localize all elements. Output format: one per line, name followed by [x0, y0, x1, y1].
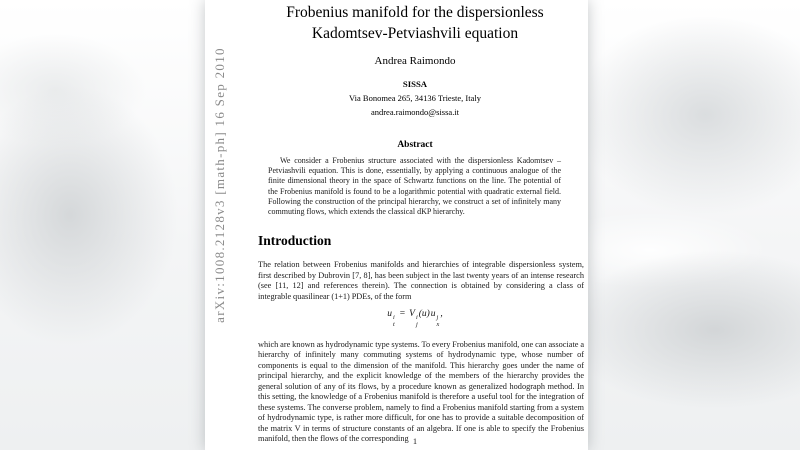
eq-V-sub: j [415, 320, 418, 328]
eq-equals-sign: = [399, 309, 406, 320]
eq-V-base: V [409, 309, 415, 320]
affiliation-block [258, 77, 572, 119]
arxiv-stamp: arXiv:1008.2128v3 [math-ph] 16 Sep 2010 [212, 47, 227, 323]
author-name: Andrea Raimondo [374, 55, 456, 67]
eq-V-scripts [416, 315, 418, 328]
eq-argument: (u) [418, 309, 430, 320]
page-content [258, 0, 584, 450]
front-matter [258, 0, 572, 150]
eq-u1-sup: i [393, 314, 395, 322]
eq-V-sup: i [415, 314, 418, 322]
affiliation-email: andrea.raimondo@sissa.it [370, 107, 460, 117]
paper-title-line-1: Frobenius manifold for the dispersionless [286, 4, 544, 21]
eq-u2-scripts [437, 315, 440, 328]
paper-title [258, 0, 572, 44]
affiliation-institute: SISSA [402, 79, 428, 89]
intro-paragraph-2: which are known as hydrodynamic type systems. To every Frobenius manifold, one can associate a hierarchy of infinitely many commuting systems of hydrodynamic type, whose number of components is equal to the dimension of the manifold. This hierarchy goes under the name of principal hierarchy, and the explicit knowledge of the members of the hierarchy provides the general solution of any of its flows, by a procedure known as generalized hodograph method. In this setting, the knowledge of a Frobenius manifold is therefore a useful tool for the integration of these systems. The converse problem, namely to find a Frobenius manifold starting from a system of hydrodynamic type, is rather more difficult, for one has to provide a suitable decomposition of the matrix V in terms of structure constants of an algebra. If one is able to specify the Frobenius manifold, then the flows of the corresponding [258, 339, 584, 444]
eq-u2-base: u [430, 309, 436, 320]
abstract-heading: Abstract [397, 140, 433, 150]
eq-u2-sub: x [436, 320, 440, 328]
paper-title-line-2: Kadomtsev-Petviashvili equation [311, 25, 519, 42]
intro-paragraph-1: The relation between Frobenius manifolds and hierarchies of integrable dispersionless system, first described by Dubrovin [7, 8], has been subject in the last twenty years of an intense research (see [11, 12] and references therein). The connection is obtained by considering a class of integrable quasilinear (1+1) PDEs, of the form [258, 260, 584, 301]
abstract-body: We consider a Frobenius structure associated with the dispersionless Kadomtsev – Petviashvili equation. This is done, essentially, by applying a continuous analogue of the finite dimensional theory in the space of Schwartz functions on the line. The potential of the Frobenius manifold is found to be a logarithmic potential with quadratic external field. Following the construction of the principal hierarchy, we construct a set of infinitely many commuting flows, which extends the classical dKP hierarchy. [268, 156, 561, 217]
section-heading-introduction: Introduction [258, 233, 332, 249]
eq-comma: , [440, 309, 443, 320]
eq-u1-base: u [387, 309, 393, 320]
equation-hydrodynamic-system [258, 309, 572, 328]
affiliation-address: Via Bonomea 265, 34136 Trieste, Italy [349, 93, 481, 103]
eq-u1-scripts [393, 315, 395, 328]
paper-page [205, 0, 588, 450]
eq-u2-sup: j [436, 314, 439, 322]
eq-u1-sub: t [393, 320, 395, 328]
page-number: 1 [412, 436, 418, 446]
